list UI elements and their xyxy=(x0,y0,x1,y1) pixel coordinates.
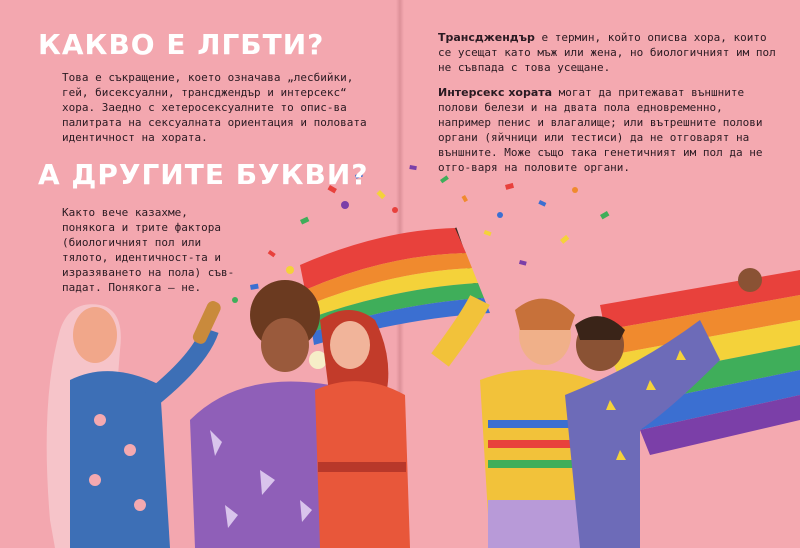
intersex-text: могат да притежават външните полови белези и на двата пола едновременно, например пенис и влагалище; или вътрешните полови органи (яйчници или тестиси) да не отговарят на външните. Може също така генетичният им пол да не отго-варя на половите органи. xyxy=(438,86,763,174)
heading-other-letters: А ДРУГИТЕ БУКВИ? xyxy=(38,158,369,191)
transgender-text: е термин, който описва хора, които се усещат като мъж или жена, но биологичният им пол не съвпада с това усещане. xyxy=(438,31,776,74)
intersex-term: Интерсекс хората xyxy=(438,86,553,99)
transgender-definition xyxy=(438,30,780,75)
heading-what-is-lgbti: КАКВО Е ЛГБТИ? xyxy=(38,28,325,61)
intro-paragraph: Това е съкращение, което означава „лесбийки, гей, бисексуални, трансджендър и интерсекс“ хора. Заедно с хетеросексуалните то опис-ва палитрата на сексуалната ориентация и половата идентичност на хората. xyxy=(62,71,367,144)
right-text-block xyxy=(438,30,780,185)
other-letters-paragraph: Както вече казахме, понякога и трите фактора (биологичният пол или тялото, идентичност-та и изразяването на пола) съв-падат. Понякога – не. xyxy=(62,206,235,294)
person-redhead xyxy=(315,310,410,548)
intersex-definition xyxy=(438,85,780,175)
transgender-term: Трансджендър xyxy=(438,31,535,44)
